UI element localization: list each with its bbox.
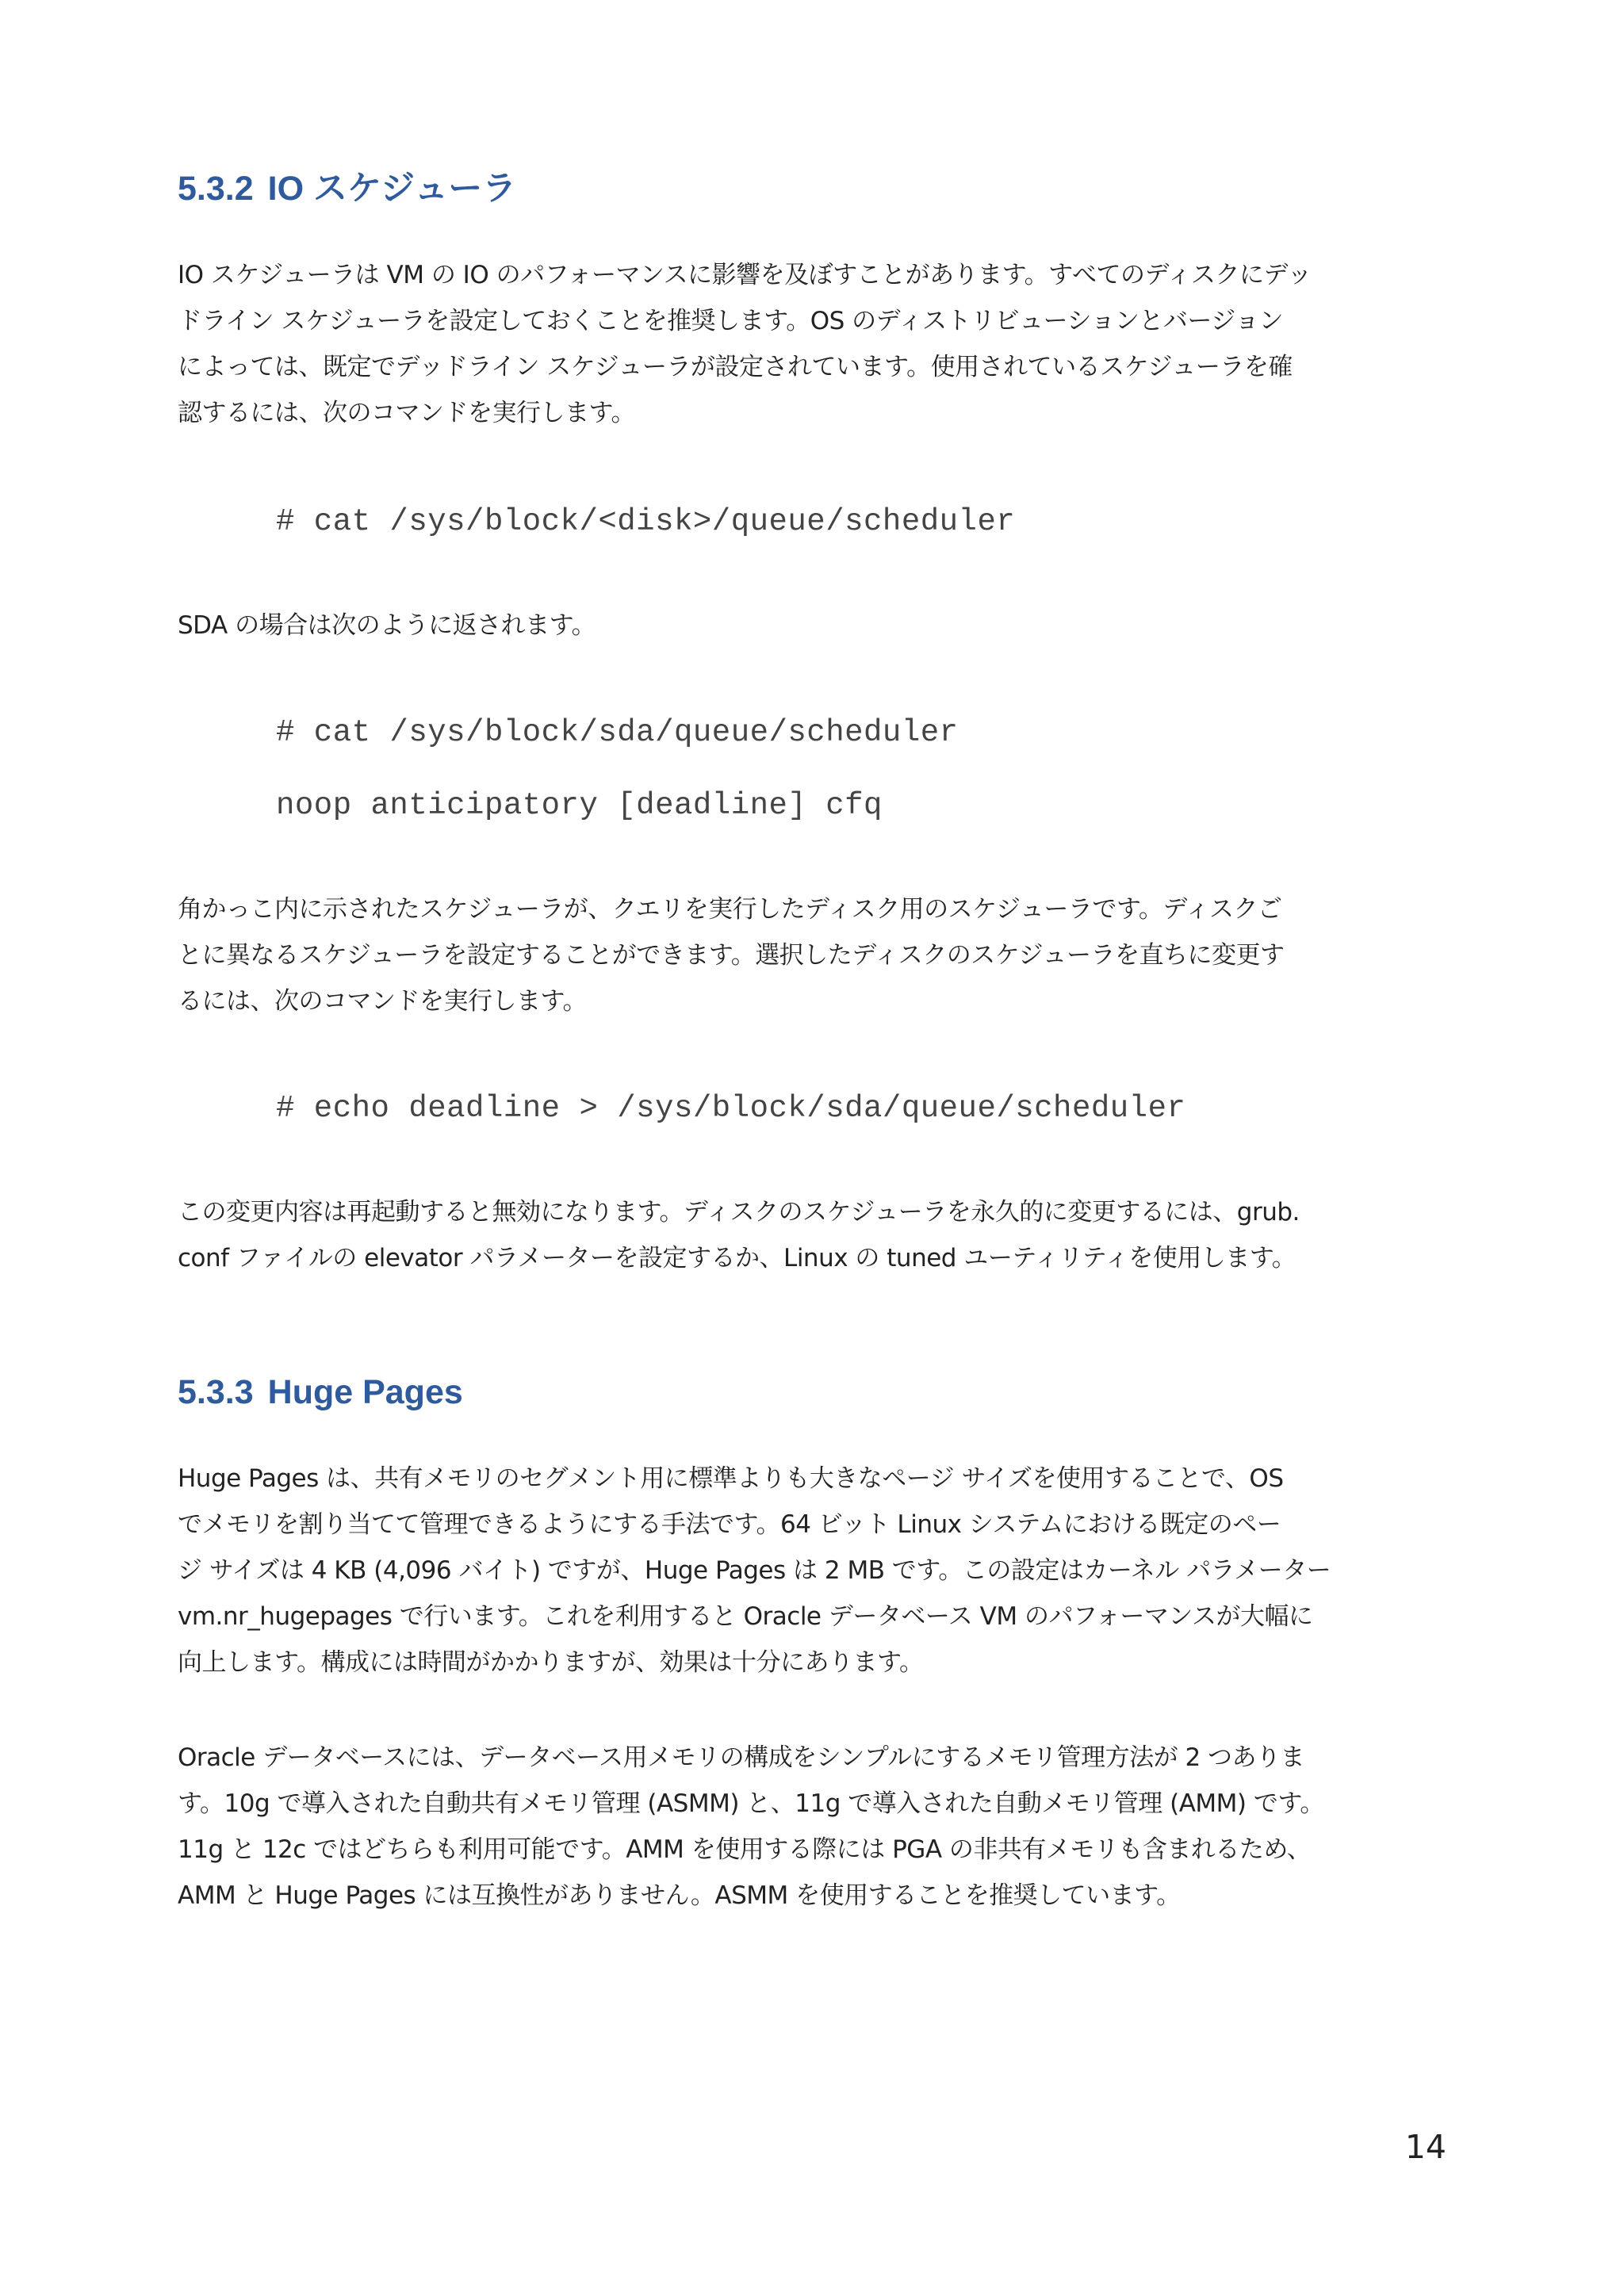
code-echo-deadline: # echo deadline > /sys/block/sda/queue/scheduler (276, 1091, 1186, 1126)
code-sda-scheduler: # cat /sys/block/sda/queue/scheduler (276, 715, 959, 750)
code-scheduler-output: noop anticipatory [deadline] cfq (276, 788, 883, 823)
document-page (178, 0, 1446, 2296)
paragraph-line: vm.nr_hugepages で行います。これを利用すると Oracle データベース VM のパフォーマンスが大幅に (178, 1602, 1313, 1631)
paragraph-line: SDA の場合は次のように返されます。 (178, 611, 596, 640)
paragraph-line: でメモリを割り当てて管理できるようにする手法です。64 ビット Linux システムにおける既定のペー (178, 1510, 1281, 1539)
code-check-scheduler: # cat /sys/block/<disk>/queue/scheduler (276, 504, 1016, 539)
paragraph-line: によっては、既定でデッドライン スケジューラが設定されています。使用されているスケジューラを確 (178, 353, 1293, 381)
paragraph-line: この変更内容は再起動すると無効になります。ディスクのスケジューラを永久的に変更するには、grub. (178, 1198, 1300, 1226)
huge-pages-paragraph-2 (178, 1735, 1446, 1919)
paragraph-line: 11g と 12c ではどちらも利用可能です。AMM を使用する際には PGA の非共有メモリも含まれるため、 (178, 1835, 1312, 1864)
paragraph-line: とに異なるスケジューラを設定することができます。選択したディスクのスケジューラを直ちに変更す (178, 941, 1285, 970)
section-number: 5.3.3 (178, 1373, 254, 1411)
section-heading-huge-pages (178, 1368, 463, 1416)
paragraph-line: す。10g で導入された自動共有メモリ管理 (ASMM) と、11g で導入された自動メモリ管理 (AMM) です。 (178, 1789, 1324, 1818)
huge-pages-paragraph-1 (178, 1456, 1446, 1686)
paragraph-line: るには、次のコマンドを実行します。 (178, 987, 588, 1016)
section-heading-io-scheduler (178, 165, 516, 212)
section-title: Huge Pages (267, 1373, 463, 1411)
paragraph-line: ジ サイズは 4 KB (4,096 バイト) ですが、Huge Pages は 2 MB です。この設定はカーネル パラメーター (178, 1556, 1331, 1585)
paragraph-line: 向上します。構成には時間がかかりますが、効果は十分にあります。 (178, 1648, 924, 1677)
paragraph-line: Oracle データベースには、データベース用メモリの構成をシンプルにするメモリ管理方法が 2 つありま (178, 1743, 1305, 1772)
section-title: IO スケジューラ (267, 170, 517, 208)
paragraph-line: 角かっこ内に示されたスケジューラが、クエリを実行したディスク用のスケジューラです。ディスクご (178, 895, 1282, 924)
paragraph-line: IO スケジューラは VM の IO のパフォーマンスに影響を及ぼすことがあります。すべてのディスクにデッ (178, 261, 1312, 289)
paragraph-line: AMM と Huge Pages には互換性がありません。ASMM を使用することを推奨しています。 (178, 1881, 1181, 1910)
paragraph-line: conf ファイルの elevator パラメーターを設定するか、Linux の tuned ユーティリティを使用します。 (178, 1244, 1297, 1272)
reboot-paragraph (178, 1189, 1446, 1281)
io-scheduler-intro-paragraph (178, 252, 1446, 436)
page-number: 14 (1404, 2128, 1446, 2166)
paragraph-line: Huge Pages は、共有メモリのセグメント用に標準よりも大きなページ サイズを使用することで、OS (178, 1464, 1284, 1493)
bracket-scheduler-paragraph (178, 886, 1446, 1024)
section-number: 5.3.2 (178, 170, 254, 208)
paragraph-line: ドライン スケジューラを設定しておくことを推奨します。OS のディストリビューションとバージョン (178, 307, 1284, 335)
paragraph-line: 認するには、次のコマンドを実行します。 (178, 399, 636, 427)
sda-paragraph (178, 603, 1446, 649)
